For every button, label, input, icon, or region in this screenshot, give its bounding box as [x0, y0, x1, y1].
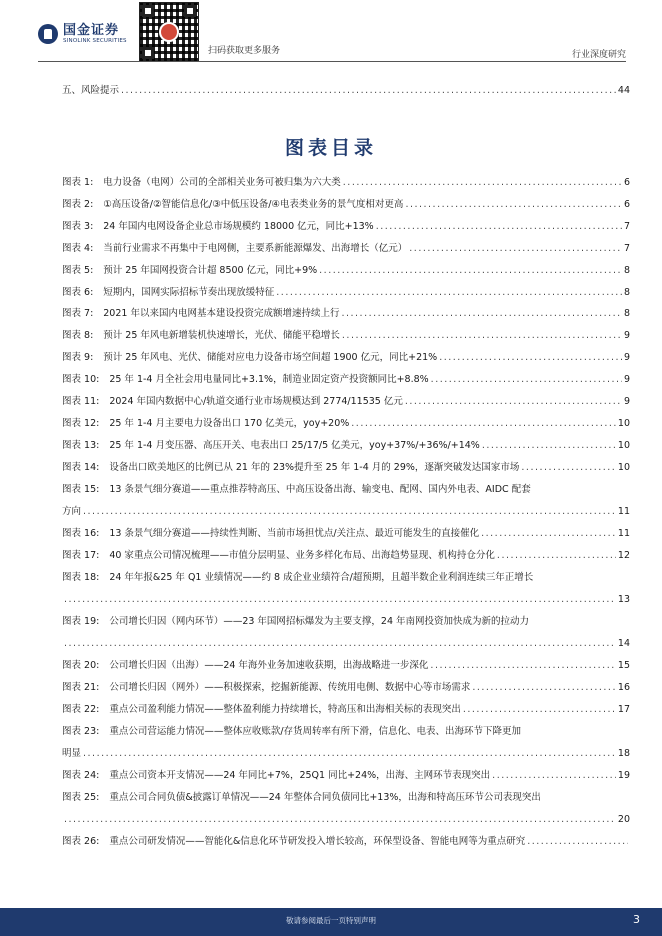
figure-label: 图表 12: [62, 418, 100, 429]
figure-title: 预计 25 年风电、光伏、储能对应电力设备市场空间超 1900 亿元，同比+21% [103, 352, 438, 363]
brand-name-cn: 国金证券 [63, 23, 120, 38]
figure-entry[interactable] [62, 242, 630, 256]
figure-page: 7 [623, 221, 630, 232]
figure-page: 8 [623, 265, 630, 276]
toc-entry-page: 44 [617, 85, 630, 96]
leader-dots [521, 461, 616, 475]
figure-entry-continued[interactable] [62, 505, 630, 519]
figure-entry[interactable] [62, 198, 630, 212]
figure-label: 图表 8: [62, 330, 94, 341]
figure-entry[interactable] [62, 286, 630, 300]
figure-entry-continued[interactable] [62, 637, 630, 651]
leader-dots [431, 373, 622, 387]
figure-entry[interactable] [62, 615, 630, 629]
figure-page: 6 [623, 177, 630, 188]
figure-entry[interactable] [62, 176, 630, 190]
figure-page: 13 [617, 594, 630, 605]
figure-title: 重点公司营运能力情况——整体应收账款/存货周转率有所下滑，信息化、电表、出海环节下降更加 [109, 726, 522, 737]
header-divider [38, 61, 626, 62]
figure-title: 25 年 1-4 月变压器、高压开关、电表出口 25/17/5 亿美元，yoy+37%/+36%/+14% [109, 440, 480, 451]
figure-label: 图表 21: [62, 682, 100, 693]
leader-dots [497, 549, 616, 563]
figure-label: 图表 9: [62, 352, 94, 363]
figure-title: 设备出口欧美地区的比例已从 21 年的 23%提升至 25 年 1-4 月的 29%，逐渐突破发达国家市场 [109, 462, 520, 473]
figure-entry[interactable] [62, 527, 630, 541]
figure-title: 2024 年国内数据中心/轨道交通行业市场规模达到 2774/11535 亿元 [109, 396, 403, 407]
figure-entry[interactable] [62, 307, 630, 321]
figure-title: 重点公司资本开支情况——24 年同比+7%，25Q1 同比+24%，出海、主网环节表现突出 [109, 770, 491, 781]
figure-title: 25 年 1-4 月全社会用电量同比+3.1%，制造业固定资产投资额同比+8.8% [109, 374, 429, 385]
figure-title: 重点公司合同负债&披露订单情况——24 年整体合同负债同比+13%，出海和特高压环节公司表现突出 [109, 792, 541, 803]
figure-label: 图表 7: [62, 308, 94, 319]
figure-entry[interactable] [62, 351, 630, 365]
leader-dots [342, 329, 622, 343]
figure-entry[interactable] [62, 769, 630, 783]
leader-dots [430, 659, 615, 673]
figure-page: 10 [617, 418, 630, 429]
figure-label: 图表 10: [62, 374, 100, 385]
figure-entry[interactable] [62, 439, 630, 453]
leader-dots [83, 505, 616, 519]
figure-label: 图表 19: [62, 616, 100, 627]
page-number: 3 [633, 913, 640, 926]
figure-page: 9 [623, 330, 630, 341]
figure-title: 短期内，国网实际招标节奏出现放缓特征 [103, 287, 275, 298]
figure-title: 重点公司盈利能力情况——整体盈利能力持续增长，特高压和出海相关标的表现突出 [109, 704, 461, 715]
figure-title: 13 条景气细分赛道——重点推荐特高压、中高压设备出海、输变电、配网、国内外电表、AIDC 配套 [109, 484, 531, 495]
figure-entry[interactable] [62, 659, 630, 673]
figure-label: 图表 23: [62, 726, 100, 737]
leader-dots [276, 286, 622, 300]
leader-dots [351, 417, 616, 431]
brand-name-en: SINOLINK SECURITIES [63, 38, 127, 44]
figure-label: 图表 3: [62, 221, 94, 232]
figure-entry[interactable] [62, 483, 630, 497]
figure-title: 24 年国内电网设备企业总市场规模约 18000 亿元，同比+13% [103, 221, 374, 232]
leader-dots [121, 84, 616, 98]
qr-code-icon [139, 2, 199, 62]
leader-dots [64, 813, 616, 827]
figure-entry[interactable] [62, 461, 630, 475]
figure-title: 24 年年报&25 年 Q1 业绩情况——约 8 成企业业绩符合/超预期，且超半数企业利润连续三年正增长 [109, 572, 534, 583]
figure-entry[interactable] [62, 703, 630, 717]
figure-label: 图表 16: [62, 528, 100, 539]
figure-page: 14 [617, 638, 630, 649]
figure-entry[interactable] [62, 373, 630, 387]
leader-dots [319, 264, 622, 278]
figure-page: 9 [623, 396, 630, 407]
leader-dots [343, 176, 622, 190]
figure-label: 图表 6: [62, 287, 94, 298]
figure-entry[interactable] [62, 725, 630, 739]
figure-title: 公司增长归因（出海）——24 年海外业务加速收获期，出海战略进一步深化 [109, 660, 429, 671]
page-header [0, 0, 662, 66]
leader-dots [64, 637, 616, 651]
figure-title: 预计 25 年风电新增装机快速增长，光伏、储能平稳增长 [103, 330, 340, 341]
figure-label: 图表 1: [62, 177, 94, 188]
leader-dots [341, 307, 621, 321]
footer-disclaimer: 敬请参阅最后一页特别声明 [286, 916, 376, 925]
figure-entry[interactable] [62, 549, 630, 563]
figure-page: 16 [617, 682, 630, 693]
figure-label: 图表 13: [62, 440, 100, 451]
figure-page: 8 [623, 308, 630, 319]
leader-dots [472, 681, 616, 695]
company-logo [38, 24, 127, 45]
figure-title: 预计 25 年国网投资合计超 8500 亿元，同比+9% [103, 265, 318, 276]
figure-title: 当前行业需求不再集中于电网侧，主要系新能源爆发、出海增长（亿元） [103, 243, 408, 254]
figure-page: 11 [617, 506, 630, 517]
figure-page: 7 [623, 243, 630, 254]
figure-label: 图表 26: [62, 836, 100, 847]
figure-title: 2021 年以来国内电网基本建设投资完成额增速持续上行 [103, 308, 340, 319]
leader-dots [527, 835, 628, 849]
figure-page: 8 [623, 287, 630, 298]
figure-page: 12 [617, 550, 630, 561]
qr-caption: 扫码获取更多服务 [208, 46, 281, 56]
figure-page: 19 [617, 770, 630, 781]
figure-title: 40 家重点公司情况梳理——市值分层明显、业务多样化布局、出海趋势显现、机构持仓分化 [109, 550, 495, 561]
figure-entry[interactable] [62, 681, 630, 695]
figure-page: 9 [623, 374, 630, 385]
leader-dots [64, 593, 616, 607]
figure-page: 9 [623, 352, 630, 363]
figure-title: 公司增长归因（网内环节）——23 年国网招标爆发为主要支撑，24 年南网投资加快成为新的拉动力 [109, 616, 530, 627]
figure-page: 10 [617, 462, 630, 473]
figure-title: 公司增长归因（网外）——积极探索，挖掘新能源、传统用电侧、数据中心等市场需求 [109, 682, 471, 693]
figure-label: 图表 20: [62, 660, 100, 671]
figure-page: 10 [617, 440, 630, 451]
report-type: 行业深度研究 [571, 50, 626, 60]
figure-title-continued: 方向 [62, 506, 82, 517]
leader-dots [463, 703, 616, 717]
figure-label: 图表 22: [62, 704, 100, 715]
figure-page: 11 [617, 528, 630, 539]
leader-dots [439, 351, 622, 365]
figure-title: 重点公司研发情况——智能化&信息化环节研发投入增长较高，环保型设备、智能电网等为重点研究 [109, 836, 526, 847]
figure-label: 图表 24: [62, 770, 100, 781]
figure-entry[interactable] [62, 791, 630, 805]
figure-page: 20 [617, 814, 630, 825]
figure-label: 图表 5: [62, 265, 94, 276]
figure-label: 图表 2: [62, 199, 94, 210]
leader-dots [481, 527, 616, 541]
leader-dots [405, 395, 622, 409]
figure-title: 电力设备（电网）公司的全部相关业务可被归集为六大类 [103, 177, 341, 188]
figure-label: 图表 17: [62, 550, 100, 561]
figure-entry[interactable] [62, 264, 630, 278]
leader-dots [83, 747, 616, 761]
figure-title: 25 年 1-4 月主要电力设备出口 170 亿美元，yoy+20% [109, 418, 350, 429]
figure-page: 15 [617, 660, 630, 671]
figure-entry[interactable] [62, 571, 630, 585]
figure-title: 13 条景气细分赛道——持续性判断、当前市场担忧点/关注点、最近可能发生的直接催化 [109, 528, 480, 539]
figure-label: 图表 14: [62, 462, 100, 473]
figure-entry-continued[interactable] [62, 593, 630, 607]
figure-entry[interactable] [62, 395, 630, 409]
figure-label: 图表 11: [62, 396, 100, 407]
figure-label: 图表 15: [62, 484, 100, 495]
figure-entry[interactable] [62, 417, 630, 431]
figure-entry-continued[interactable] [62, 747, 630, 761]
leader-dots [409, 242, 622, 256]
leader-dots [405, 198, 622, 212]
figure-page: 6 [623, 199, 630, 210]
figure-entry[interactable] [62, 835, 630, 849]
toc-entry-text: 五、风险提示 [62, 85, 120, 96]
figure-title: ①高压设备/②智能信息化/③中低压设备/④电表类业务的景气度相对更高 [103, 199, 404, 210]
figure-page: 18 [617, 748, 630, 759]
figure-entry-continued[interactable] [62, 813, 630, 827]
figure-title-continued: 明显 [62, 748, 82, 759]
figure-label: 图表 4: [62, 243, 94, 254]
toc-entry-risk[interactable] [62, 84, 630, 98]
leader-dots [376, 220, 622, 234]
figure-entry[interactable] [62, 220, 630, 234]
logo-emblem-icon [38, 24, 58, 44]
leader-dots [482, 439, 616, 453]
leader-dots [492, 769, 616, 783]
figure-label: 图表 18: [62, 572, 100, 583]
figure-entry[interactable] [62, 329, 630, 343]
figure-label: 图表 25: [62, 792, 100, 803]
figure-page: 17 [617, 704, 630, 715]
section-title: 图表目录 [284, 137, 377, 159]
